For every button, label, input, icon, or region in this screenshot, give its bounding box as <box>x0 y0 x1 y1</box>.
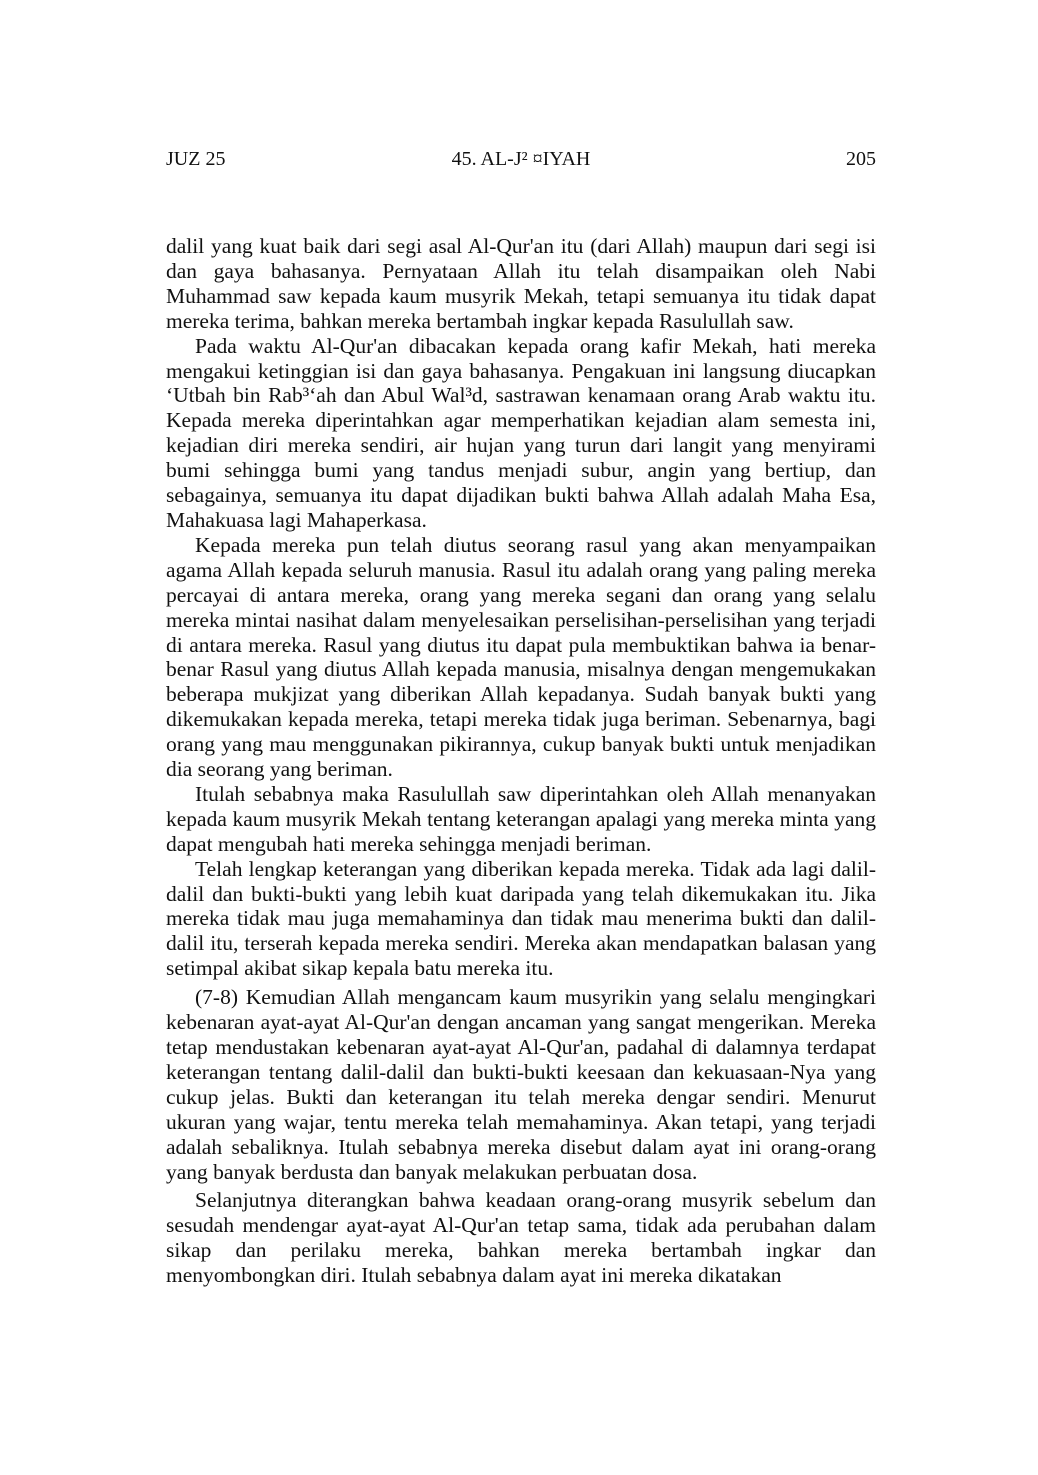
paragraph-conclusion: Selanjutnya diterangkan bahwa keadaan orang-orang musyrik sebelum dan sesudah mendengar ayat-ayat Al-Qur'an tetap sama, tidak ada perubahan dalam sikap dan perilaku mereka, bahkan mereka bertambah ingkar dan menyombongkan diri. Itulah sebabnya dalam ayat ini mereka dikatakan <box>166 1188 876 1288</box>
paragraph-continuation: dalil yang kuat baik dari segi asal Al-Qur'an itu (dari Allah) maupun dari segi isi dan gaya bahasanya. Pernyataan Allah itu telah disampaikan oleh Nabi Muhammad saw kepada kaum musyrik Mekah, tetapi semuanya itu tidak dapat mereka terima, bahkan mereka bertambah ingkar kepada Rasulullah saw. <box>166 234 876 333</box>
juz-label: JUZ 25 <box>166 148 226 170</box>
body-text <box>166 234 876 1288</box>
surah-title: 45. AL-J² ¤IYAH <box>451 148 591 170</box>
paragraph-verses-7-8: (7-8) Kemudian Allah mengancam kaum musyrikin yang selalu mengingkari kebenaran ayat-ayat Al-Qur'an dengan ancaman yang sangat mengerikan. Mereka tetap mendustakan kebenaran ayat-ayat Al-Qur'an, padahal di dalamnya terdapat keterangan tentang dalil-dalil dan bukti-bukti keesaan dan kekuasaan-Nya yang cukup jelas. Bukti dan keterangan itu telah mereka dengar sendiri. Menurut ukuran yang wajar, tentu mereka telah memahaminya. Akan tetapi, yang terjadi adalah sebaliknya. Itulah sebabnya mereka disebut dalam ayat ini orang-orang yang banyak berdusta dan banyak melakukan perbuatan dosa. <box>166 985 876 1184</box>
paragraph-messenger: Kepada mereka pun telah diutus seorang rasul yang akan menyampaikan agama Allah kepada seluruh manusia. Rasul itu adalah orang yang paling mereka percayai di antara mereka, orang yang mereka segani dan orang yang selalu mereka mintai nasihat dalam menyelesaikan perselisihan-perselisihan yang terjadi di antara mereka. Rasul yang diutus itu dapat pula membuktikan bahwa ia benar-benar Rasul yang diutus Allah kepada manusia, misalnya dengan mengemukakan beberapa mukjizat yang diberikan Allah kepadanya. Sudah banyak bukti yang dikemukakan kepada mereka, tetapi mereka tidak juga beriman. Sebenarnya, bagi orang yang mau menggunakan pikirannya, cukup banyak bukti untuk menjadikan dia seorang yang beriman. <box>166 532 876 782</box>
paragraph-question: Itulah sebabnya maka Rasulullah saw diperintahkan oleh Allah menanyakan kepada kaum musyrik Mekah tentang keterangan apalagi yang mereka minta yang dapat mengubah hati mereka sehingga menjadi beriman. <box>166 781 876 856</box>
paragraph-evidence: Telah lengkap keterangan yang diberikan kepada mereka. Tidak ada lagi dalil-dalil dan bukti-bukti yang lebih kuat daripada yang telah dikemukakan itu. Jika mereka tidak mau juga memahaminya dan tidak mau menerima bukti dan dalil-dalil itu, terserah kepada mereka sendiri. Mereka akan mendapatkan balasan yang setimpal akibat sikap kepala batu mereka itu. <box>166 856 876 981</box>
page-number: 205 <box>846 148 876 170</box>
running-header <box>166 146 876 176</box>
paragraph-recitation: Pada waktu Al-Qur'an dibacakan kepada orang kafir Mekah, hati mereka mengakui ketinggian isi dan gaya bahasanya. Pengakuan ini langsung diucapkan ‘Utbah bin Rab³‘ah dan Abul Wal³d, sastrawan kenamaan orang Arab waktu itu. Kepada mereka diperintahkan agar memperhatikan kejadian alam semesta ini, kejadian diri mereka sendiri, air hujan yang turun dari langit yang menyirami bumi sehingga bumi yang tandus menjadi subur, angin yang bertiup, dan sebagainya, semuanya itu dapat dijadikan bukti bahwa Allah adalah Maha Esa, Mahakuasa lagi Mahaperkasa. <box>166 333 876 532</box>
